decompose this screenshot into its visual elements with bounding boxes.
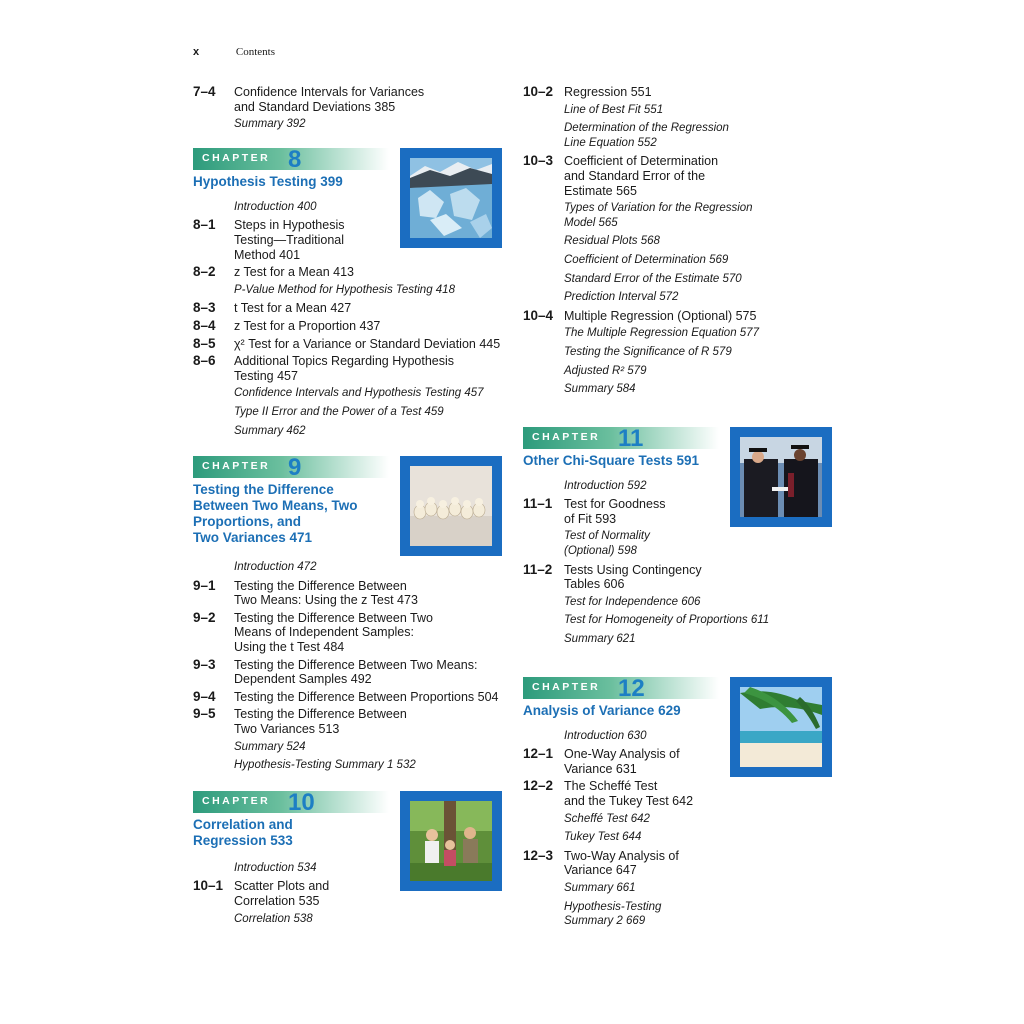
toc-subentry[interactable]: Coefficient of Determination 569 xyxy=(564,253,729,266)
toc-subentry[interactable]: The Multiple Regression Equation 577 xyxy=(564,327,759,340)
section-title xyxy=(234,319,503,334)
toc-subentry[interactable]: Summary 584 xyxy=(564,383,636,396)
chapter-title[interactable] xyxy=(193,482,393,546)
section-title xyxy=(234,579,503,608)
section-title-line: and the Tukey Test 642 xyxy=(564,794,694,808)
section-title-line: Using the t Test 484 xyxy=(234,640,345,655)
section-title-line: Variance 647 xyxy=(564,863,637,878)
page-number: x xyxy=(193,46,200,58)
chapter-label: CHAPTER xyxy=(202,151,271,164)
chapter-title-line: Testing the Difference xyxy=(193,482,334,498)
toc-subentry[interactable]: Summary 524 xyxy=(234,740,306,753)
section-title xyxy=(564,309,833,324)
section-number: 9–2 xyxy=(193,609,216,625)
chapter-title-line: Analysis of Variance 629 xyxy=(523,702,681,718)
toc-entry[interactable] xyxy=(523,154,833,198)
section-title-line: and Standard Deviations 385 xyxy=(234,99,396,114)
header-title: Contents xyxy=(235,46,275,58)
toc-subentry[interactable]: Line of Best Fit 551 xyxy=(564,103,664,116)
chapter-title-line: Between Two Means, Two xyxy=(193,498,358,514)
toc-entry[interactable] xyxy=(193,265,503,280)
section-number: 8–6 xyxy=(193,353,216,369)
section-title xyxy=(564,85,833,100)
section-title-line: Testing the Difference Between Two xyxy=(234,610,433,625)
toc-subentry[interactable]: Scheffé Test 642 xyxy=(564,812,650,825)
section-number: 8–4 xyxy=(193,317,216,333)
chapter-title[interactable] xyxy=(193,817,393,849)
section-title xyxy=(234,658,503,687)
section-title-line: Testing the Difference Between Proportions 504 xyxy=(234,689,499,704)
toc-entry[interactable] xyxy=(523,309,833,324)
section-number: 9–5 xyxy=(193,706,216,722)
section-title-line: One-Way Analysis of xyxy=(564,747,680,762)
section-title-line: Additional Topics Regarding Hypothesis xyxy=(234,354,455,369)
section-number: 9–4 xyxy=(193,688,216,704)
toc-subentry[interactable]: Summary 621 xyxy=(564,633,636,646)
chapter-banner xyxy=(193,456,503,556)
toc-subentry[interactable]: Types of Variation for the Regression Model 565 xyxy=(564,202,753,229)
section-title-line: Tests Using Contingency xyxy=(564,562,702,577)
section-title xyxy=(234,301,503,316)
section-number: 10–2 xyxy=(523,84,554,99)
toc-entry[interactable] xyxy=(523,563,833,592)
section-title-line: z Test for a Proportion 437 xyxy=(234,318,381,333)
section-title xyxy=(564,779,833,808)
section-title-line: Test for Goodness xyxy=(564,497,666,512)
right-column xyxy=(523,85,833,933)
toc-entry[interactable] xyxy=(523,779,833,808)
section-number: 9–1 xyxy=(193,577,216,593)
chapter-label: CHAPTER xyxy=(202,794,271,807)
chapter-label: CHAPTER xyxy=(202,460,271,473)
toc-subentry[interactable]: Determination of the Regression Line Equation 552 xyxy=(564,122,729,149)
glacier-photo xyxy=(400,148,502,248)
chapter-number: 9 xyxy=(288,454,302,482)
section-number: 7–4 xyxy=(193,84,216,99)
section-title xyxy=(234,337,503,352)
section-title-line: t Test for a Mean 427 xyxy=(234,301,352,316)
toc-entry[interactable] xyxy=(193,579,503,608)
section-title-line: Multiple Regression (Optional) 575 xyxy=(564,308,757,323)
chapter-number: 8 xyxy=(288,145,302,173)
section-number: 9–3 xyxy=(193,656,216,672)
chapter-title-line: Two Variances 471 xyxy=(193,530,313,546)
section-title-line: Testing the Difference Between xyxy=(234,578,407,593)
section-number: 8–2 xyxy=(193,264,216,280)
section-title xyxy=(234,85,503,114)
toc-subentry[interactable]: Introduction 630 xyxy=(564,729,647,742)
chapter-number: 12 xyxy=(618,674,645,702)
section-number: 10–4 xyxy=(523,307,554,323)
section-number: 12–3 xyxy=(523,847,554,863)
chapter-title-line: Hypothesis Testing 399 xyxy=(193,173,343,189)
toc-entry[interactable] xyxy=(193,707,503,736)
toc-subentry[interactable]: Summary 392 xyxy=(234,118,306,131)
section-title-line: Two Variances 513 xyxy=(234,722,340,737)
section-title-line: Two Means: Using the z Test 473 xyxy=(234,593,418,608)
toc-subentry[interactable]: Summary 462 xyxy=(234,424,306,437)
toc-entry[interactable] xyxy=(523,849,833,878)
chapter-number: 11 xyxy=(618,424,644,452)
toc-subentry[interactable]: Test of Normality (Optional) 598 xyxy=(564,530,650,558)
section-title xyxy=(564,563,833,592)
toc-subentry[interactable]: Introduction 592 xyxy=(564,479,647,492)
chapter-title-line: Proportions, and xyxy=(193,514,301,530)
puppies-photo xyxy=(400,456,502,556)
section-number: 12–2 xyxy=(523,778,554,794)
section-title-line: Testing the Difference Between Two Means: xyxy=(234,657,478,672)
toc-subentry[interactable]: Summary 661 xyxy=(564,881,636,894)
section-title-line: Dependent Samples 492 xyxy=(234,672,372,687)
section-number: 11–2 xyxy=(523,561,553,577)
section-title-line: Steps in Hypothesis xyxy=(234,218,345,233)
toc-entry[interactable] xyxy=(523,85,833,100)
chapter-label: CHAPTER xyxy=(532,680,601,693)
section-title-line: Scatter Plots and xyxy=(234,879,330,894)
toc-subentry[interactable]: Type II Error and the Power of a Test 459 xyxy=(234,405,444,418)
toc-entry[interactable] xyxy=(193,354,503,383)
section-title-line: Coefficient of Determination xyxy=(564,154,719,169)
section-title xyxy=(234,354,503,383)
section-title-line: Testing the Difference Between xyxy=(234,707,407,722)
section-title-line: Regression 551 xyxy=(564,85,652,99)
section-number: 11–1 xyxy=(523,496,553,512)
chapter-banner-bar xyxy=(523,674,719,702)
chapter-title-line: Correlation and xyxy=(193,816,293,832)
section-title-line: Testing—Traditional xyxy=(234,232,345,247)
family-photo xyxy=(400,791,502,891)
section-number: 10–3 xyxy=(523,153,554,169)
section-title xyxy=(564,154,833,198)
left-column xyxy=(193,85,503,930)
chapter-title[interactable] xyxy=(523,453,723,469)
beach-photo xyxy=(730,677,832,777)
toc-subentry[interactable]: P-Value Method for Hypothesis Testing 418 xyxy=(234,283,455,296)
toc-subentry[interactable]: Correlation 538 xyxy=(234,912,313,925)
toc-subentry[interactable]: Residual Plots 568 xyxy=(564,235,660,248)
toc-subentry[interactable]: Adjusted R² 579 xyxy=(564,364,647,377)
toc-entry[interactable] xyxy=(193,658,503,687)
chapter-banner-bar xyxy=(193,788,389,816)
chapter-number: 10 xyxy=(288,788,315,816)
chapter-title-line: Regression 533 xyxy=(193,832,293,848)
section-title xyxy=(234,611,503,655)
toc-subentry[interactable]: Tukey Test 644 xyxy=(564,831,642,844)
chapter-banner xyxy=(523,424,833,527)
toc-entry[interactable] xyxy=(193,85,503,114)
toc-subentry[interactable]: Test for Homogeneity of Proportions 611 xyxy=(564,614,770,627)
graduation-photo xyxy=(730,427,832,527)
toc-subentry[interactable]: Hypothesis-Testing Summary 1 532 xyxy=(234,759,416,772)
chapter-title[interactable] xyxy=(193,174,393,190)
toc-subentry[interactable]: Introduction 534 xyxy=(234,861,317,874)
chapter-banner-bar xyxy=(193,145,389,173)
section-title-line: Confidence Intervals for Variances xyxy=(234,85,425,99)
section-title-line: Correlation 535 xyxy=(234,894,320,908)
section-title-line: of Fit 593 xyxy=(564,511,617,526)
toc-entry[interactable] xyxy=(193,337,503,352)
toc-subentry[interactable]: Prediction Interval 572 xyxy=(564,291,679,304)
section-title xyxy=(234,265,503,280)
section-title xyxy=(234,690,503,705)
section-number: 10–1 xyxy=(193,878,224,894)
section-title xyxy=(564,849,833,878)
toc-entry[interactable] xyxy=(193,690,503,705)
section-title-line: Method 401 xyxy=(234,247,301,262)
section-title-line: The Scheffé Test xyxy=(564,779,658,794)
toc-subentry[interactable]: Test for Independence 606 xyxy=(564,595,701,608)
section-number: 12–1 xyxy=(523,746,554,762)
section-title-line: Means of Independent Samples: xyxy=(234,625,414,640)
section-title-line: Tables 606 xyxy=(564,577,625,592)
chapter-title[interactable] xyxy=(523,703,723,719)
chapter-banner xyxy=(193,145,503,248)
chapter-banner xyxy=(523,674,833,777)
section-title-line: z Test for a Mean 413 xyxy=(234,265,354,280)
chapter-banner-bar xyxy=(523,424,719,452)
toc-entry[interactable] xyxy=(193,611,503,655)
toc-subentry[interactable]: Introduction 400 xyxy=(234,200,317,213)
chapter-banner-bar xyxy=(193,454,389,482)
section-title xyxy=(234,707,503,736)
toc-entry[interactable] xyxy=(193,319,503,334)
toc-subentry[interactable]: Confidence Intervals and Hypothesis Testing 457 xyxy=(234,387,484,400)
chapter-banner xyxy=(193,788,503,894)
toc-subentry[interactable]: Testing the Significance of R 579 xyxy=(564,345,732,358)
section-title-line: Estimate 565 xyxy=(564,183,637,198)
running-header xyxy=(193,46,275,58)
toc-subentry[interactable]: Standard Error of the Estimate 570 xyxy=(564,272,742,285)
toc-subentry[interactable]: Hypothesis-Testing Summary 2 669 xyxy=(564,900,662,928)
chapter-label: CHAPTER xyxy=(532,430,601,443)
section-title-line: Testing 457 xyxy=(234,368,298,383)
section-number: 8–3 xyxy=(193,300,216,316)
chapter-title-line: Other Chi-Square Tests 591 xyxy=(523,452,700,468)
section-title-line: Variance 631 xyxy=(564,761,637,776)
toc-entry[interactable] xyxy=(193,301,503,316)
section-number: 8–1 xyxy=(193,217,216,233)
toc-subentry[interactable]: Introduction 472 xyxy=(234,561,317,574)
section-title-line: Two-Way Analysis of xyxy=(564,848,679,863)
section-number: 8–5 xyxy=(193,335,216,351)
section-title-line: and Standard Error of the xyxy=(564,168,706,183)
section-title-line: χ² Test for a Variance or Standard Deviation 445 xyxy=(234,336,501,351)
